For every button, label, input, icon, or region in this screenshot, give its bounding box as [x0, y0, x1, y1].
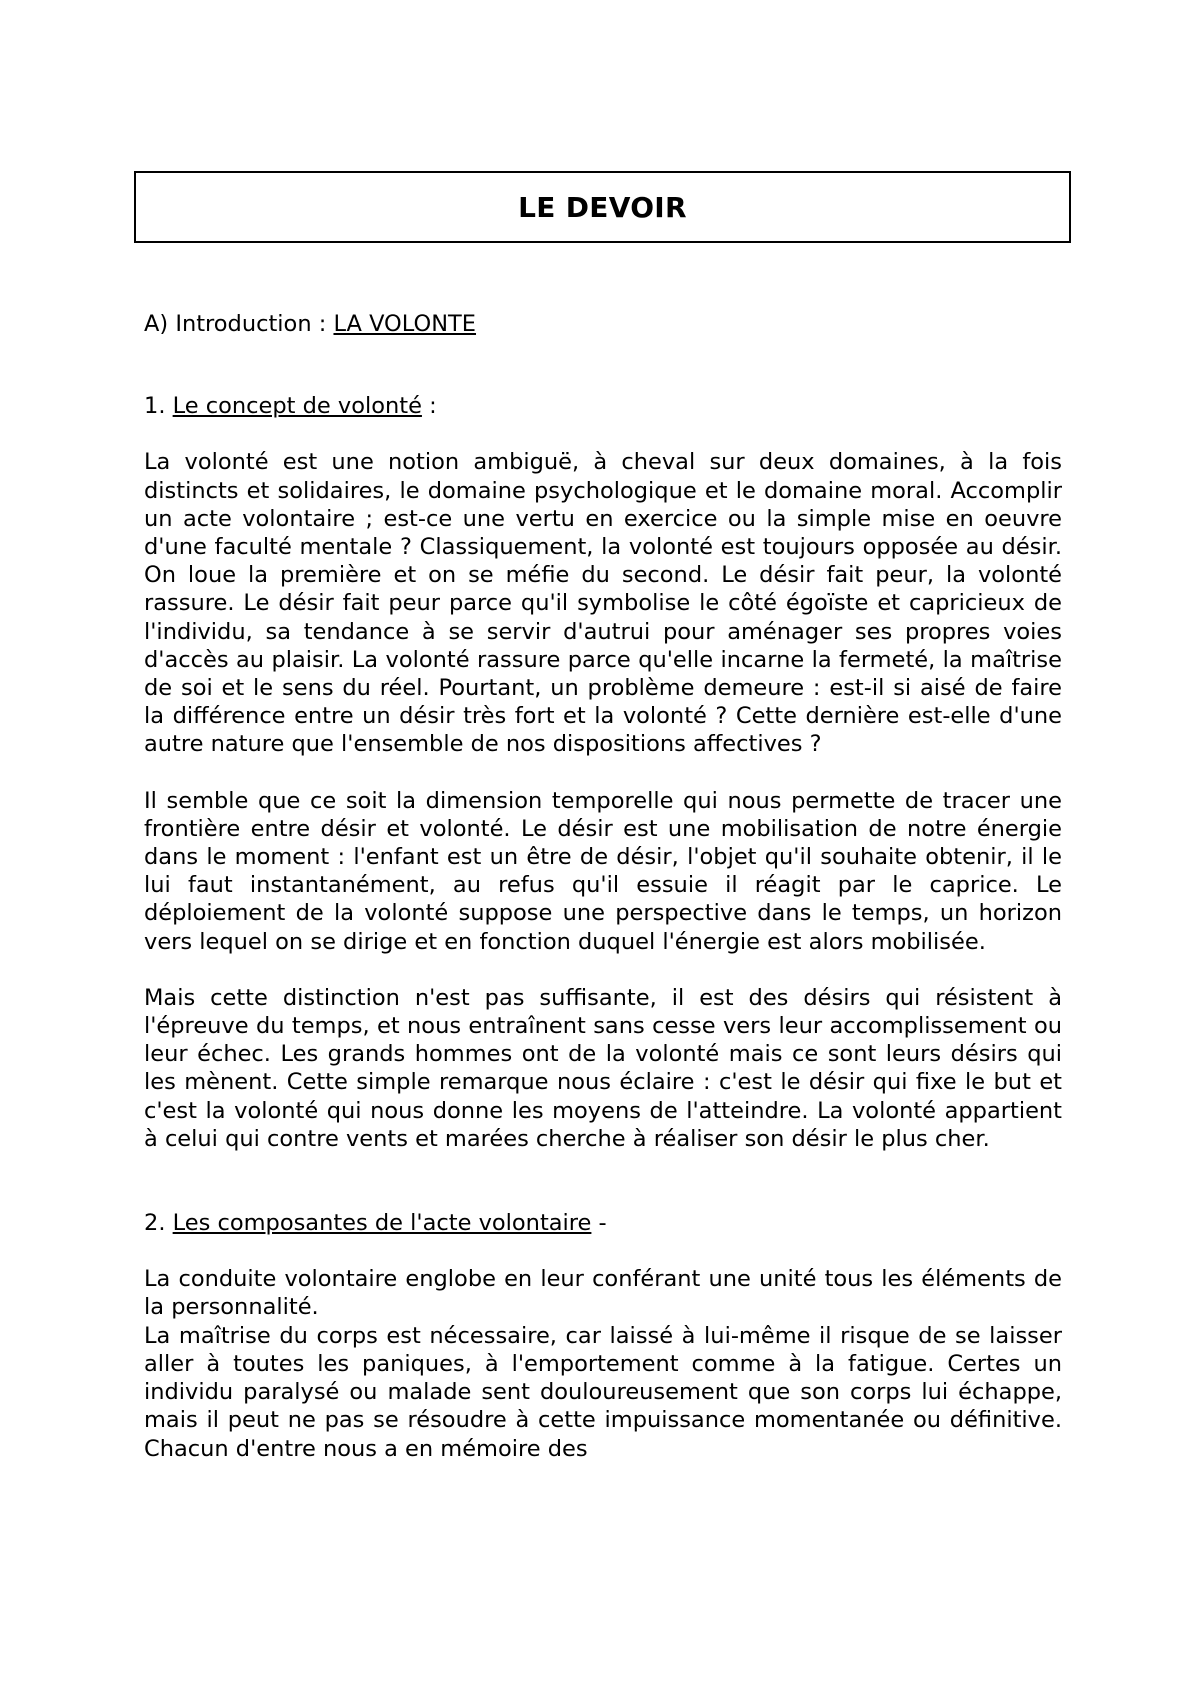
subsection-2-title: Les composantes de l'acte volontaire [172, 1210, 592, 1237]
paragraph-2: Il semble que ce soit la dimension temporelle qui nous permette de tracer une frontière entre désir et volonté. Le désir est une mobilisation de notre énergie dans le moment : l'enfant est un être de désir, l'objet qu'il souhaite obtenir, il le lui faut instantanément, au refus qu'il essuie il réagit par le caprice. Le déploiement de la volonté suppose une perspective dans le temps, un horizon vers lequel on se dirige et en fonction duquel l'énergie est alors mobilisée. [144, 787, 1062, 955]
section-a-prefix: A) Introduction : [144, 311, 334, 337]
subsection-1-suffix: : [421, 393, 437, 420]
spacer [144, 420, 1062, 448]
paragraph-5: La maîtrise du corps est nécessaire, car laissé à lui-même il risque de se laisser aller à toutes les paniques, à l'emportement comme à la fatigue. Certes un individu paralysé ou malade sent douloureusement que son corps lui échappe, mais il peut ne pas se résoudre à cette impuissance momentanée ou définitive. Chacun d'entre nous a en mémoire des [144, 1322, 1062, 1462]
subsection-2-suffix: - [591, 1210, 607, 1237]
paragraph-4: La conduite volontaire englobe en leur conférant une unité tous les éléments de la personnalité. [144, 1266, 1062, 1321]
paragraph-3: Mais cette distinction n'est pas suffisante, il est des désirs qui résistent à l'épreuve du temps, et nous entraînent sans cesse vers leur accomplissement ou leur échec. Les grands hommes ont de la volonté mais ce sont leurs désirs qui les mènent. Cette simple remarque nous éclaire : c'est le désir qui fixe le but et c'est la volonté qui nous donne les moyens de l'atteindre. La volonté appartient à celui qui contre vents et marées cherche à réaliser son désir le plus cher. [144, 984, 1062, 1152]
subsection-2-heading [144, 1209, 1062, 1237]
title-box [134, 171, 1071, 243]
section-a-title: LA VOLONTE [333, 311, 477, 337]
document-body [144, 310, 1062, 1463]
spacer [144, 1153, 1062, 1209]
spacer [144, 759, 1062, 787]
spacer [144, 1237, 1062, 1265]
subsection-1-heading [144, 392, 1062, 420]
spacer [144, 338, 1062, 392]
subsection-2-number: 2. [144, 1210, 173, 1237]
paragraph-1: La volonté est une notion ambiguë, à cheval sur deux domaines, à la fois distincts et solidaires, le domaine psychologique et le domaine moral. Accomplir un acte volontaire ; est-ce une vertu en exercice ou la simple mise en oeuvre d'une faculté mentale ? Classiquement, la volonté est toujours opposée au désir. On loue la première et on se méfie du second. Le désir fait peur, la volonté rassure. Le désir fait peur parce qu'il symbolise le côté égoïste et capricieux de l'individu, sa tendance à se servir d'autrui pour aménager ses propres voies d'accès au plaisir. La volonté rassure parce qu'elle incarne la fermeté, la maîtrise de soi et le sens du réel. Pourtant, un problème demeure : est-il si aisé de faire la différence entre un désir très fort et la volonté ? Cette dernière est-elle d'une autre nature que l'ensemble de nos dispositions affectives ? [144, 449, 1062, 758]
subsection-1-title: Le concept de volonté [172, 393, 422, 420]
subsection-1-number: 1. [144, 393, 173, 420]
section-a-heading [144, 310, 1062, 338]
document-title: LE DEVOIR [518, 190, 687, 224]
spacer [144, 956, 1062, 984]
